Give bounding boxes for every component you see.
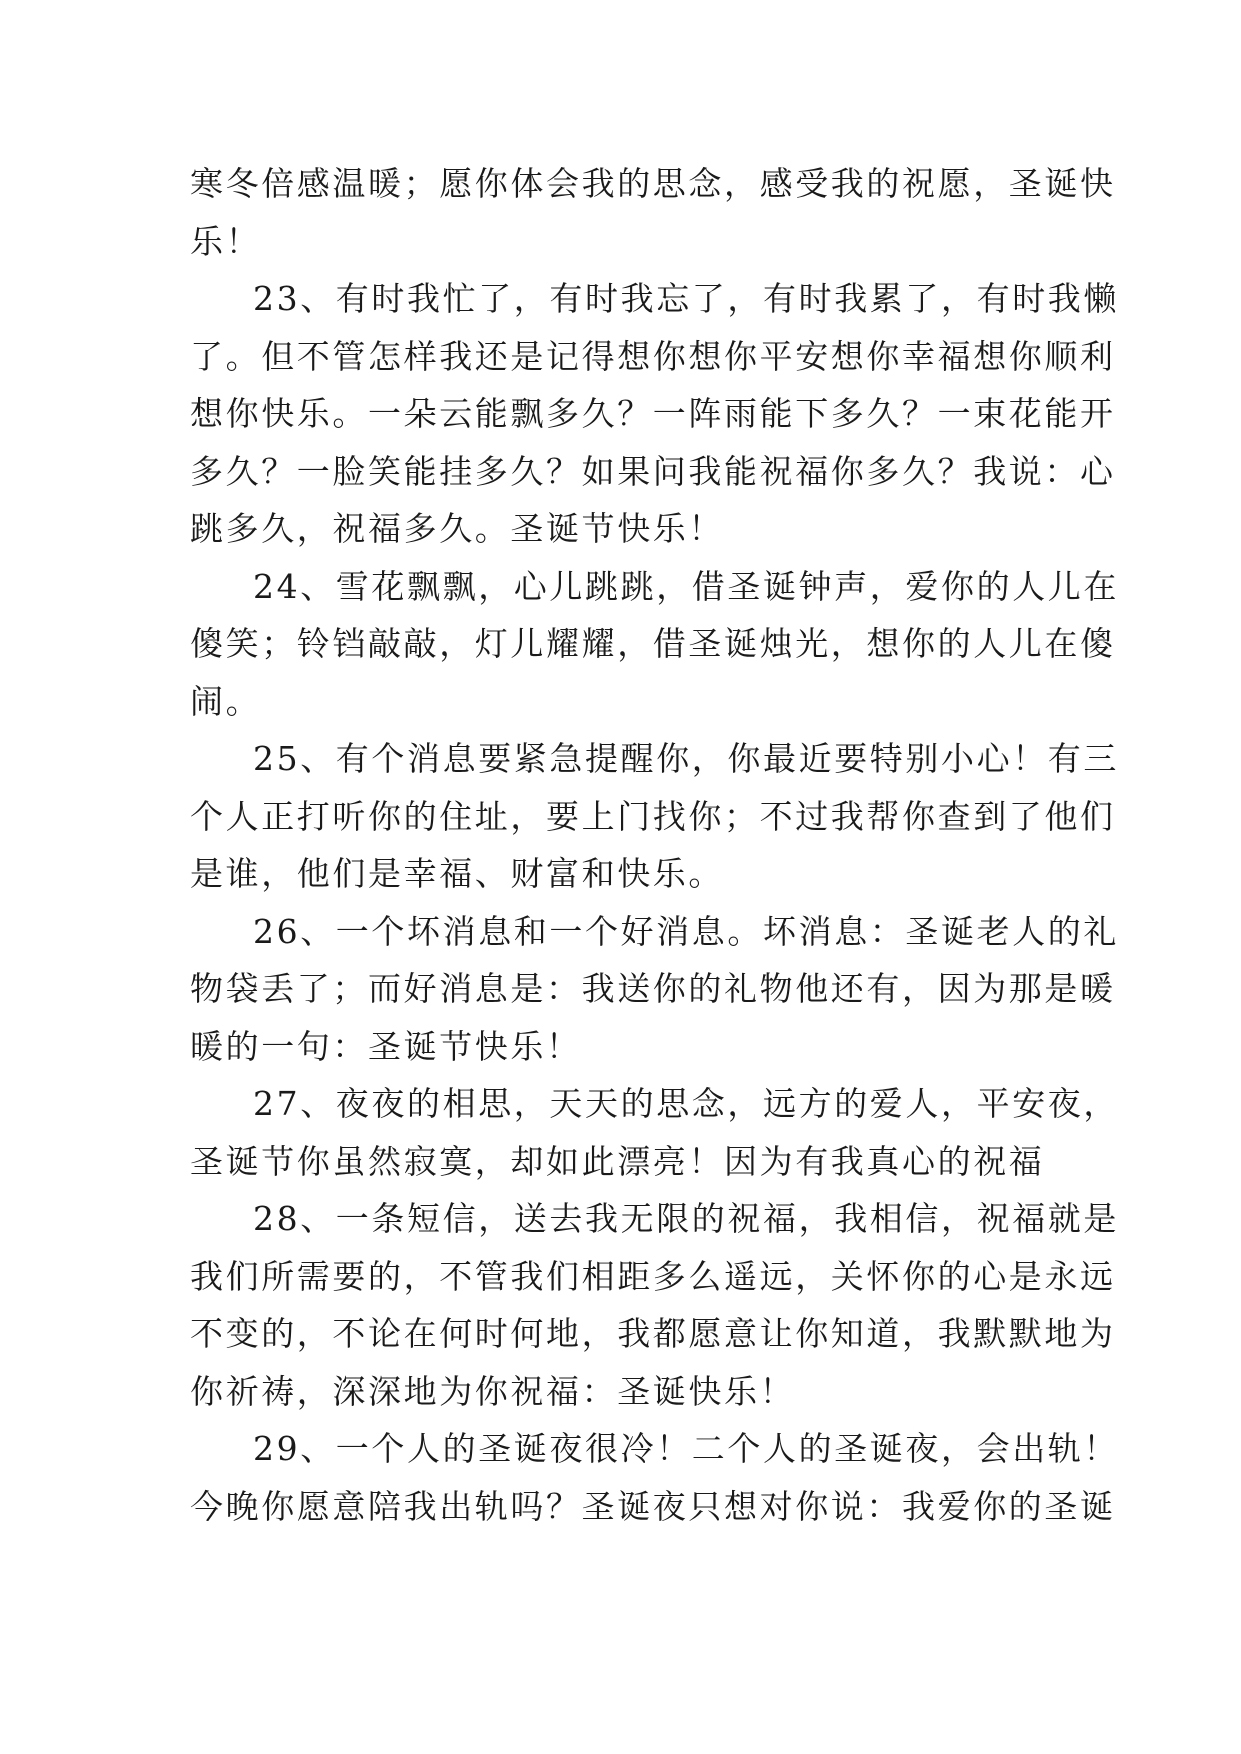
text-line: 圣诞节你虽然寂寞，却如此漂亮！因为有我真心的祝福 (190, 1141, 1045, 1181)
text-line: 想你快乐。一朵云能飘多久？一阵雨能下多久？一束花能开 (190, 394, 1116, 433)
text-line: 乐！ (190, 221, 262, 261)
paragraph (190, 1075, 1119, 1190)
paragraph (190, 1420, 1119, 1535)
text-line: 26、一个坏消息和一个好消息。坏消息：圣诞老人的礼 (253, 911, 1119, 951)
text-line: 你祈祷，深深地为你祝福：圣诞快乐！ (190, 1371, 796, 1411)
text-line: 暖的一句：圣诞节快乐！ (190, 1026, 582, 1066)
text-line: 28、一条短信，送去我无限的祝福，我相信，祝福就是 (253, 1199, 1119, 1238)
text-line: 寒冬倍感温暖；愿你体会我的思念，感受我的祝愿，圣诞快 (190, 164, 1116, 203)
text-line: 傻笑；铃铛敲敲，灯儿耀耀，借圣诞烛光，想你的人儿在傻 (190, 624, 1116, 663)
text-line: 23、有时我忙了，有时我忘了，有时我累了，有时我懒 (253, 279, 1119, 318)
text-line: 物袋丢了；而好消息是：我送你的礼物他还有，因为那是暖 (190, 969, 1116, 1008)
body-text (190, 155, 1119, 1535)
text-line: 闹。 (190, 681, 262, 721)
text-line: 不变的，不论在何时何地，我都愿意让你知道，我默默地为 (190, 1314, 1116, 1353)
text-line: 25、有个消息要紧急提醒你，你最近要特别小心！有三 (253, 739, 1119, 778)
text-line: 了。但不管怎样我还是记得想你想你平安想你幸福想你顺利 (190, 336, 1116, 376)
text-line: 多久？一脸笑能挂多久？如果问我能祝福你多久？我说：心 (190, 451, 1116, 491)
text-line: 个人正打听你的住址，要上门找你；不过我帮你查到了他们 (190, 796, 1116, 836)
paragraph (190, 730, 1119, 903)
text-line: 我们所需要的，不管我们相距多么遥远，关怀你的心是永远 (190, 1256, 1116, 1296)
text-line: 今晚你愿意陪我出轨吗？圣诞夜只想对你说：我爱你的圣诞 (190, 1486, 1116, 1526)
paragraph (190, 1190, 1119, 1420)
text-line: 是谁，他们是幸福、财富和快乐。 (190, 854, 724, 893)
text-line: 29、一个人的圣诞夜很冷！二个人的圣诞夜，会出轨！ (253, 1429, 1119, 1468)
text-line: 27、夜夜的相思，天天的思念，远方的爱人，平安夜， (253, 1084, 1119, 1123)
paragraph (190, 558, 1119, 731)
paragraph (190, 155, 1116, 270)
paragraph (190, 270, 1119, 558)
text-line: 24、雪花飘飘，心儿跳跳，借圣诞钟声，爱你的人儿在 (253, 566, 1119, 606)
paragraph (190, 903, 1119, 1076)
text-line: 跳多久，祝福多久。圣诞节快乐！ (190, 509, 724, 548)
